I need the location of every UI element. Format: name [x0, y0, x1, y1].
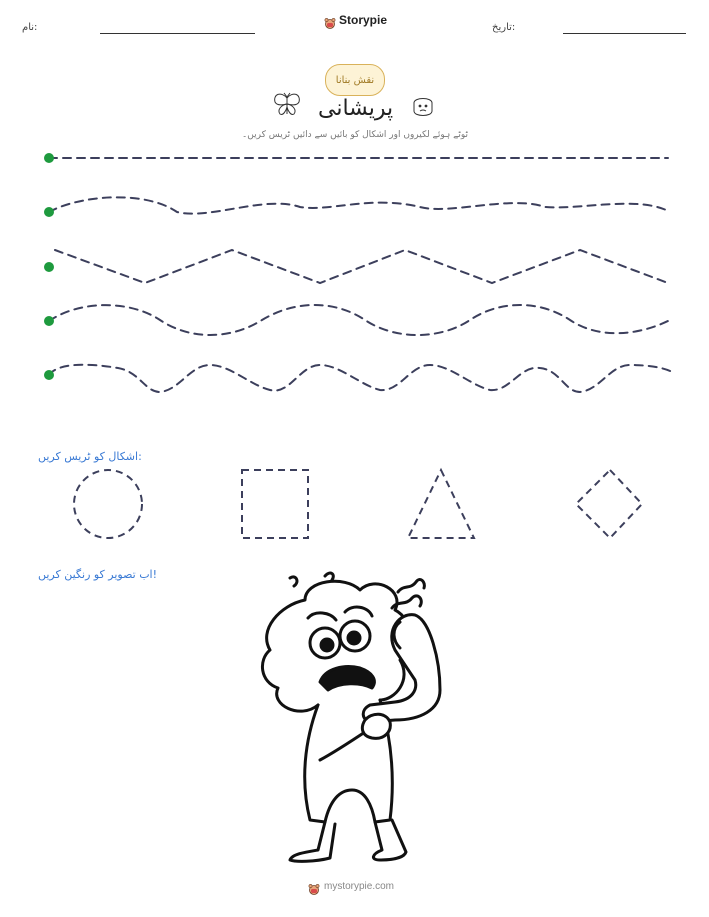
trace-instructions: ٹوٹے ہوئے لکیروں اور اشکال کو بائیں سے دائیں ٹریس کریں۔ [242, 130, 469, 140]
shapes-heading: اشکال کو ٹریس کریں: [38, 450, 142, 463]
brand-name: Storypie [339, 13, 388, 27]
trace-line-wave[interactable] [49, 197, 670, 213]
trace-line-wave-2[interactable] [49, 305, 670, 335]
footer [308, 880, 394, 892]
start-dot [44, 316, 54, 326]
trace-line-zigzag[interactable] [55, 250, 668, 283]
topic-badge: نقش بنانا [325, 64, 385, 96]
trace-shape-triangle[interactable] [408, 470, 474, 538]
trace-line-bumps[interactable] [49, 365, 672, 392]
trace-shape-circle[interactable] [74, 470, 142, 538]
worried-character-drawing[interactable] [262, 573, 440, 861]
bear-logo-icon [308, 880, 320, 892]
page-title: پریشانی [318, 96, 394, 121]
start-dot [44, 153, 54, 163]
coloring-heading: اب تصویر کو رنگین کریں! [38, 568, 158, 581]
date-label: تاریخ: [492, 22, 516, 33]
trace-shape-diamond[interactable] [576, 470, 642, 538]
start-dot [44, 207, 54, 217]
start-dot [44, 262, 54, 272]
trace-shape-square[interactable] [242, 470, 308, 538]
footer-url[interactable]: mystorypie.com [324, 880, 395, 892]
name-label: نام: [22, 22, 38, 33]
start-dot [44, 370, 54, 380]
